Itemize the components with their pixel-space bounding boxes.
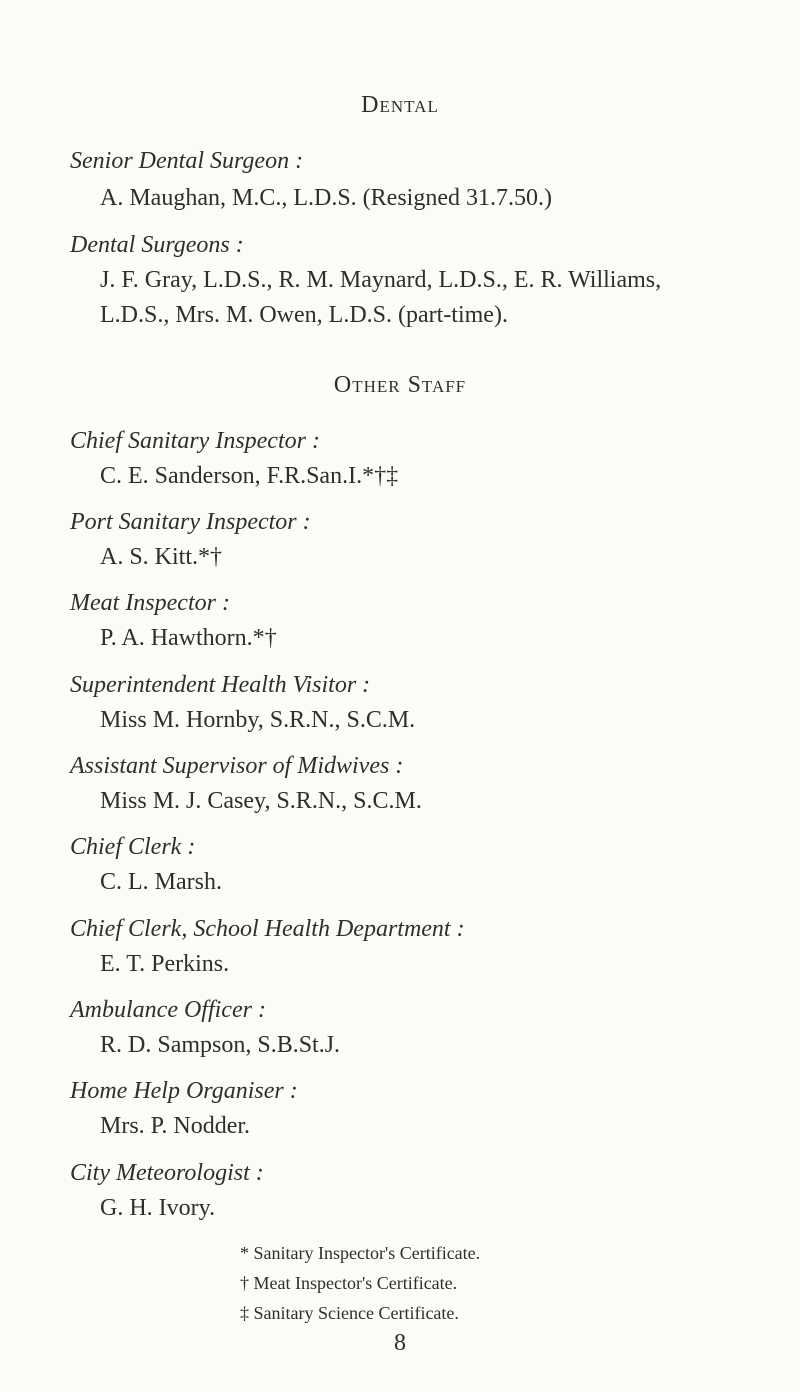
staff-name: C. L. Marsh. — [100, 869, 222, 895]
footnote-sanitary-inspector: * Sanitary Inspector's Certificate. — [240, 1243, 481, 1263]
dental-surgeons-line-1: J. F. Gray, L.D.S., R. M. Maynard, L.D.S., E. R. Williams, — [100, 267, 662, 293]
page-number: 8 — [394, 1330, 406, 1356]
staff-role: Chief Clerk, School Health Department : — [70, 916, 465, 942]
dental-surgeons-line-2: L.D.S., Mrs. M. Owen, L.D.S. (part-time). — [100, 302, 508, 328]
staff-role: Chief Sanitary Inspector : — [70, 428, 320, 454]
dental-heading: Dental — [361, 92, 439, 118]
dental-surgeons-role: Dental Surgeons : — [70, 232, 244, 258]
staff-name: E. T. Perkins. — [100, 951, 230, 977]
staff-name: Miss M. Hornby, S.R.N., S.C.M. — [100, 707, 416, 733]
staff-name: G. H. Ivory. — [100, 1195, 216, 1221]
staff-role: Port Sanitary Inspector : — [70, 509, 311, 535]
staff-role: Home Help Organiser : — [70, 1078, 298, 1104]
senior-dental-surgeon-role: Senior Dental Surgeon : — [70, 148, 304, 174]
staff-name: C. E. Sanderson, F.R.San.I.*†‡ — [100, 463, 399, 489]
staff-role: Assistant Supervisor of Midwives : — [70, 753, 404, 779]
staff-name: Mrs. P. Nodder. — [100, 1113, 251, 1139]
staff-name: Miss M. J. Casey, S.R.N., S.C.M. — [100, 788, 422, 814]
staff-role: Superintendent Health Visitor : — [70, 672, 371, 698]
staff-name: A. S. Kitt.*† — [100, 544, 223, 570]
other-staff-heading: Other Staff — [333, 372, 467, 398]
senior-dental-surgeon-name: A. Maughan, M.C., L.D.S. (Resigned 31.7.50.) — [100, 185, 552, 211]
staff-role: Chief Clerk : — [70, 834, 196, 860]
staff-role: City Meteorologist : — [70, 1160, 264, 1186]
staff-role: Ambulance Officer : — [70, 997, 266, 1023]
staff-role: Meat Inspector : — [70, 590, 230, 616]
staff-name: P. A. Hawthorn.*† — [100, 625, 277, 651]
footnote-meat-inspector: † Meat Inspector's Certificate. — [240, 1273, 458, 1293]
staff-name: R. D. Sampson, S.B.St.J. — [100, 1032, 341, 1058]
footnote-sanitary-science: ‡ Sanitary Science Certificate. — [240, 1303, 459, 1323]
